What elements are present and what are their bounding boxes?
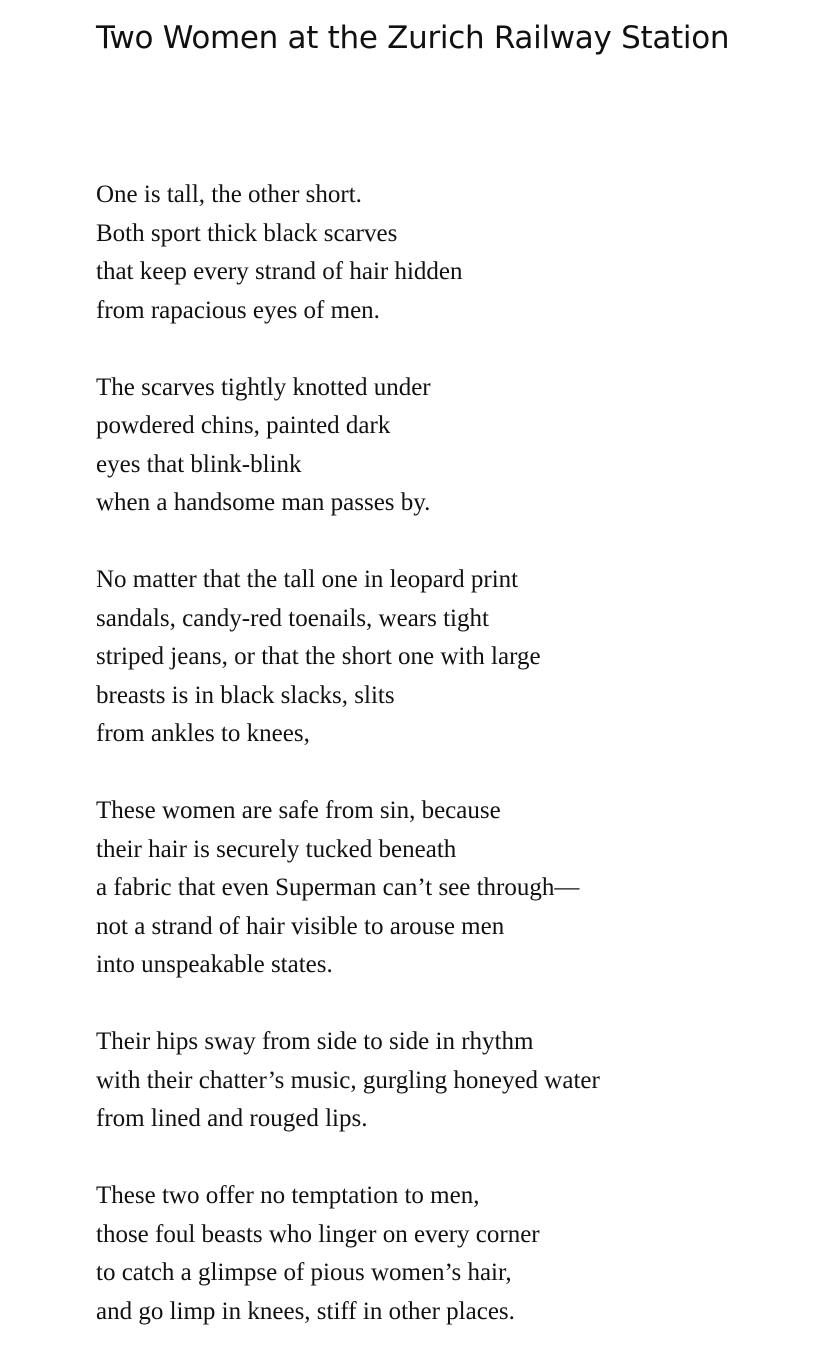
stanza-1 xyxy=(96,176,796,330)
poem-line: with their chatter’s music, gurgling honeyed water xyxy=(96,1066,600,1094)
poem-line: into unspeakable states. xyxy=(96,951,333,978)
poem-line: and go limp in knees, stiff in other places. xyxy=(96,1297,515,1325)
stanza-5 xyxy=(96,1023,796,1139)
poem-line: eyes that blink-blink xyxy=(96,450,302,478)
poem-line: sandals, candy-red toenails, wears tight xyxy=(96,604,489,632)
stanza-2 xyxy=(96,369,796,523)
poem-line: Their hips sway from side to side in rhythm xyxy=(96,1028,534,1055)
poem-line: when a handsome man passes by. xyxy=(96,489,431,516)
poem-line: that keep every strand of hair hidden xyxy=(96,258,463,285)
poem-line: Both sport thick black scarves xyxy=(96,219,398,247)
poem-line: a fabric that even Superman can’t see through— xyxy=(96,874,580,901)
poem-line: to catch a glimpse of pious women’s hair, xyxy=(96,1259,512,1286)
poem-line: from rapacious eyes of men. xyxy=(96,296,380,324)
poem-line: These two offer no temptation to men, xyxy=(96,1182,480,1209)
poem-line: breasts is in black slacks, slits xyxy=(96,681,395,709)
poem-line: No matter that the tall one in leopard print xyxy=(96,566,519,593)
stanza-6 xyxy=(96,1177,796,1331)
stanza-4 xyxy=(96,792,796,985)
poem-line: those foul beasts who linger on every corner xyxy=(96,1220,540,1248)
poem-title: Two Women at the Zurich Railway Station xyxy=(96,20,730,56)
stanza-3 xyxy=(96,561,796,754)
poem-line: These women are safe from sin, because xyxy=(96,797,501,824)
poem-body xyxy=(96,176,796,1370)
poem-line: striped jeans, or that the short one with large xyxy=(96,643,541,670)
poem-line: from ankles to knees, xyxy=(96,720,310,747)
poem-line: powdered chins, painted dark xyxy=(96,412,391,439)
poem-line: not a strand of hair visible to arouse men xyxy=(96,912,505,940)
poem-line: from lined and rouged lips. xyxy=(96,1105,368,1132)
poem-line: The scarves tightly knotted under xyxy=(96,373,431,401)
poem-line: their hair is securely tucked beneath xyxy=(96,835,457,863)
poem-line: One is tall, the other short. xyxy=(96,181,362,208)
